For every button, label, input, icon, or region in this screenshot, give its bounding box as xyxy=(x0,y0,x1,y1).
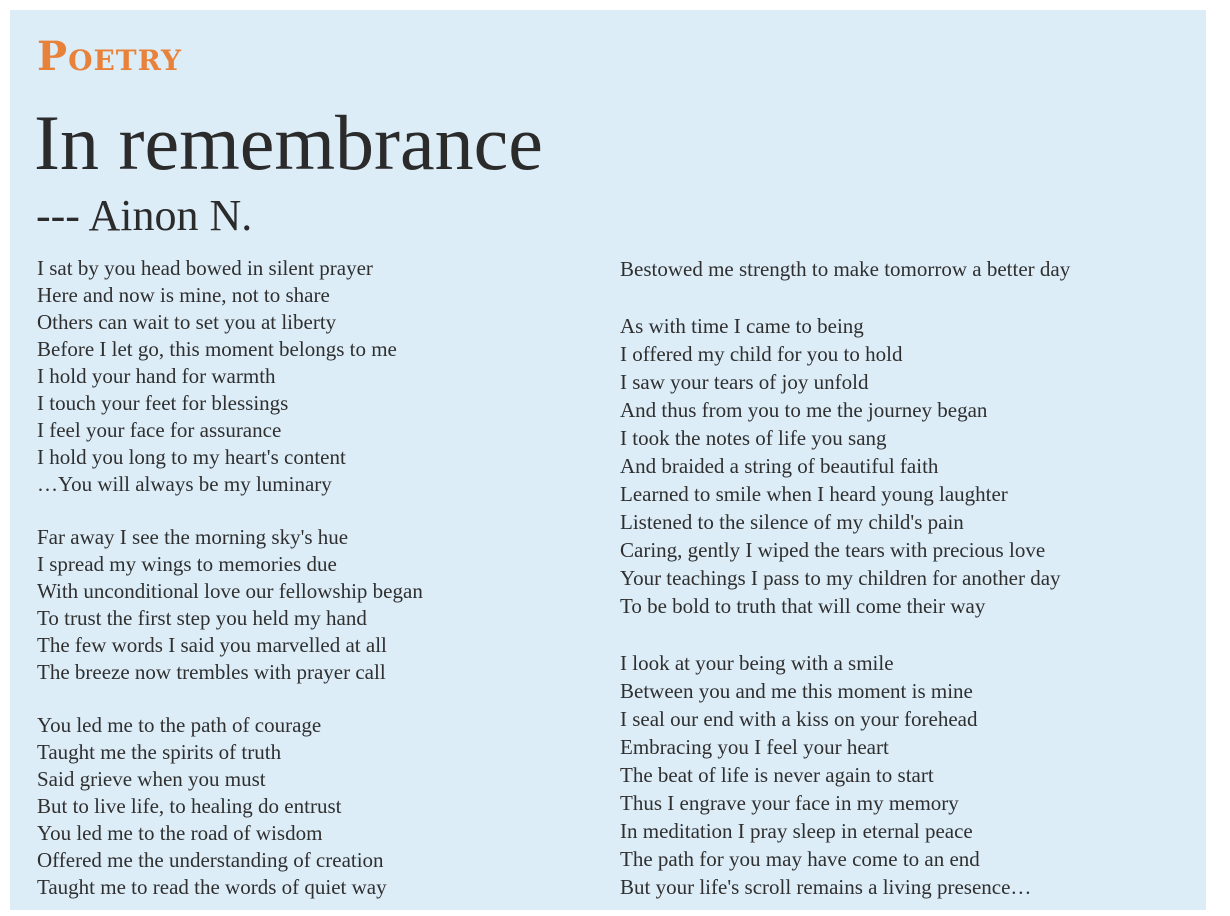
poem-line: And braided a string of beautiful faith xyxy=(620,454,939,478)
poem-line: Taught me the spirits of truth xyxy=(37,740,282,764)
poem-line: Said grieve when you must xyxy=(37,767,266,791)
poem-line: The beat of life is never again to start xyxy=(620,763,934,787)
poem-panel xyxy=(10,10,1206,910)
poem-line: Between you and me this moment is mine xyxy=(620,679,973,703)
poem-line: I took the notes of life you sang xyxy=(620,426,887,450)
poem-line: …You will always be my luminary xyxy=(37,472,332,496)
poem-line: Bestowed me strength to make tomorrow a better day xyxy=(620,257,1071,281)
stanza-break xyxy=(620,620,1190,649)
section-label: Poetry xyxy=(37,33,183,80)
poem-line: Embracing you I feel your heart xyxy=(620,735,889,759)
poem-line: To be bold to truth that will come their way xyxy=(620,594,986,618)
stanza xyxy=(37,524,597,686)
poem-line: And thus from you to me the journey began xyxy=(620,398,988,422)
poem-line: Taught me to read the words of quiet way xyxy=(37,875,387,899)
poem-line: Here and now is mine, not to share xyxy=(37,283,330,307)
poem-line: Offered me the understanding of creation xyxy=(37,848,384,872)
poem-line: With unconditional love our fellowship began xyxy=(37,579,423,603)
poem-line: But to live life, to healing do entrust xyxy=(37,794,342,818)
stanza xyxy=(620,312,1190,620)
poem-line: Your teachings I pass to my children for another day xyxy=(620,566,1061,590)
stanza-break xyxy=(37,686,597,712)
poem-line: Others can wait to set you at liberty xyxy=(37,310,337,334)
poem-line: I seal our end with a kiss on your forehead xyxy=(620,707,978,731)
poem-line: I look at your being with a smile xyxy=(620,651,894,675)
poem-line: I sat by you head bowed in silent prayer xyxy=(37,256,373,280)
stanza xyxy=(37,712,597,901)
poem-title: In remembrance xyxy=(34,99,543,186)
stanza-break xyxy=(620,283,1190,312)
poem-line: The breeze now trembles with prayer call xyxy=(37,660,386,684)
stanza xyxy=(620,649,1190,901)
poem-line: I saw your tears of joy unfold xyxy=(620,370,869,394)
poem-line: You led me to the path of courage xyxy=(37,713,322,737)
poem-line: Thus I engrave your face in my memory xyxy=(620,791,959,815)
poem-line: In meditation I pray sleep in eternal peace xyxy=(620,819,973,843)
poem-column-right xyxy=(620,255,1190,901)
poem-line: Caring, gently I wiped the tears with precious love xyxy=(620,538,1046,562)
poem-line: I offered my child for you to hold xyxy=(620,342,903,366)
poem-line: I hold your hand for warmth xyxy=(37,364,276,388)
poem-line: As with time I came to being xyxy=(620,314,864,338)
poem-line: The few words I said you marvelled at all xyxy=(37,633,387,657)
poem-line: I hold you long to my heart's content xyxy=(37,445,346,469)
stanza xyxy=(37,255,597,498)
stanza-break xyxy=(37,498,597,524)
poem-line: Before I let go, this moment belongs to me xyxy=(37,337,397,361)
poem-line: I feel your face for assurance xyxy=(37,418,282,442)
poem-line: Learned to smile when I heard young laughter xyxy=(620,482,1008,506)
stanza xyxy=(620,255,1190,283)
poem-column-left xyxy=(37,255,597,901)
poem-author: --- Ainon N. xyxy=(36,191,253,240)
poem-line: To trust the first step you held my hand xyxy=(37,606,367,630)
poem-line: I touch your feet for blessings xyxy=(37,391,289,415)
poem-line: You led me to the road of wisdom xyxy=(37,821,323,845)
poem-line: But your life's scroll remains a living presence… xyxy=(620,875,1032,899)
poem-line: The path for you may have come to an end xyxy=(620,847,980,871)
poem-line: Listened to the silence of my child's pain xyxy=(620,510,964,534)
poem-line: Far away I see the morning sky's hue xyxy=(37,525,349,549)
poem-line: I spread my wings to memories due xyxy=(37,552,337,576)
